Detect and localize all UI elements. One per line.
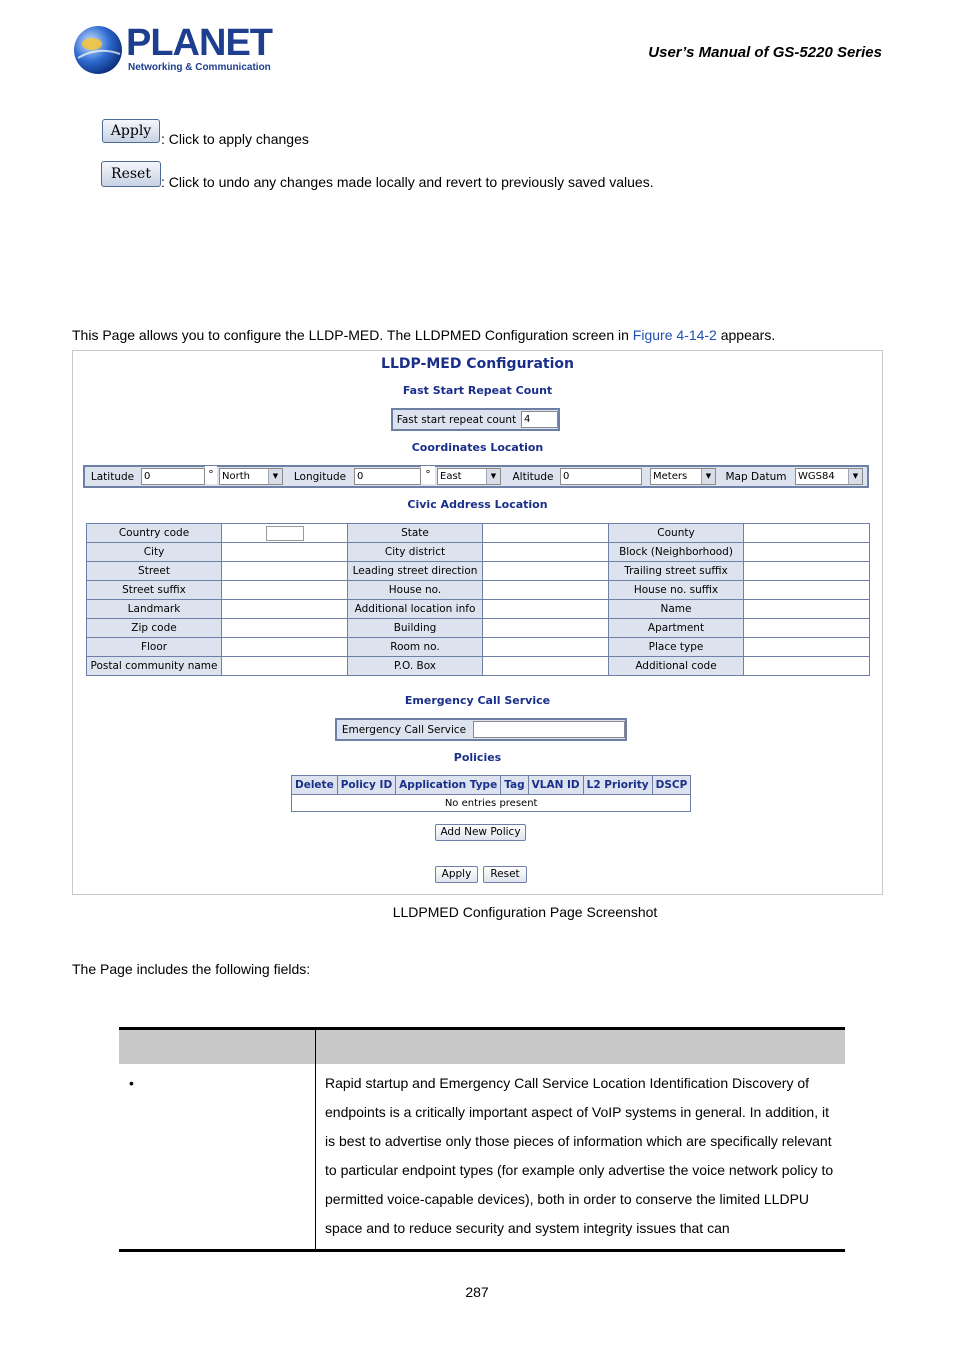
- map-datum-select[interactable]: [795, 468, 863, 485]
- logo-wordmark: PLANET: [126, 22, 272, 64]
- apply-legend: [102, 119, 160, 143]
- fields-intro: The Page includes the following fields:: [72, 961, 311, 977]
- map-datum-value: WGS84: [798, 471, 835, 482]
- intro-text-end: appears.: [716, 327, 776, 343]
- civic-field-label: Landmark: [87, 600, 222, 619]
- intro-paragraph: [72, 327, 775, 343]
- civic-field-input[interactable]: [222, 524, 348, 543]
- civic-field-input[interactable]: [222, 581, 348, 600]
- table-row: [87, 581, 870, 600]
- emergency-input[interactable]: [473, 721, 625, 738]
- civic-field-input[interactable]: [483, 581, 609, 600]
- latitude-direction-value: North: [222, 471, 250, 482]
- chevron-down-icon: ▼: [848, 469, 862, 484]
- policy-column-header: Delete: [292, 776, 338, 795]
- civic-field-label: City district: [348, 543, 483, 562]
- civic-field-input[interactable]: [483, 638, 609, 657]
- civic-field-input[interactable]: [744, 638, 870, 657]
- policy-column-header: DSCP: [652, 776, 691, 795]
- altitude-unit-value: Meters: [653, 471, 688, 482]
- latitude-label: Latitude: [85, 468, 140, 486]
- lldp-med-config-screenshot: [72, 350, 883, 895]
- fields-header-description: [316, 1029, 846, 1065]
- civic-field-label: State: [348, 524, 483, 543]
- chevron-down-icon: ▼: [486, 469, 500, 484]
- globe-icon: [72, 24, 124, 76]
- figure-link[interactable]: Figure 4-14-2: [632, 327, 717, 343]
- coordinates-heading: Coordinates Location: [411, 441, 544, 454]
- reset-legend: [101, 161, 161, 187]
- civic-field-input[interactable]: [483, 562, 609, 581]
- civic-field-input[interactable]: [744, 581, 870, 600]
- civic-field-input[interactable]: [222, 657, 348, 676]
- page-number: 287: [465, 1284, 489, 1300]
- civic-field-input[interactable]: [222, 619, 348, 638]
- degree-symbol: °: [421, 466, 435, 484]
- fields-table: [119, 1027, 845, 1252]
- civic-field-input[interactable]: [744, 619, 870, 638]
- civic-field-input[interactable]: [222, 600, 348, 619]
- figure-caption: LLDPMED Configuration Page Screenshot: [392, 904, 658, 920]
- manual-title: User’s Manual of GS-5220 Series: [648, 44, 882, 61]
- civic-address-table: [86, 523, 870, 676]
- fields-table-header: [119, 1029, 845, 1065]
- civic-field-label: Additional location info: [348, 600, 483, 619]
- table-row: [87, 600, 870, 619]
- apply-description: : Click to apply changes: [161, 131, 309, 147]
- civic-field-label: City: [87, 543, 222, 562]
- fields-header-object: [119, 1029, 316, 1065]
- civic-field-input[interactable]: [222, 562, 348, 581]
- emergency-heading: Emergency Call Service: [404, 694, 551, 707]
- civic-field-label: Additional code: [609, 657, 744, 676]
- civic-field-label: Postal community name: [87, 657, 222, 676]
- latitude-input[interactable]: 0: [141, 468, 205, 485]
- civic-field-input[interactable]: [483, 657, 609, 676]
- policies-table: [291, 775, 691, 812]
- fast-start-box: [391, 408, 560, 431]
- longitude-label: Longitude: [287, 468, 353, 486]
- reset-description: : Click to undo any changes made locally and revert to previously saved values.: [161, 174, 654, 190]
- civic-field-label: P.O. Box: [348, 657, 483, 676]
- civic-field-label: Block (Neighborhood): [609, 543, 744, 562]
- civic-field-label: Building: [348, 619, 483, 638]
- civic-field-input[interactable]: [483, 524, 609, 543]
- civic-field-label: House no. suffix: [609, 581, 744, 600]
- altitude-input[interactable]: 0: [560, 468, 642, 485]
- map-datum-label: Map Datum: [721, 468, 791, 486]
- country-code-input[interactable]: [266, 526, 304, 541]
- apply-button-image: Apply: [102, 119, 160, 143]
- intro-text: This Page allows you to configure the LLDP-MED. The LLDPMED Configuration screen in: [72, 327, 633, 343]
- civic-field-input[interactable]: [744, 562, 870, 581]
- chevron-down-icon: ▼: [701, 469, 715, 484]
- longitude-direction-value: East: [440, 471, 462, 482]
- degree-symbol: °: [205, 466, 217, 484]
- emergency-box: [335, 718, 627, 741]
- emergency-label: Emergency Call Service: [337, 721, 471, 739]
- policies-heading: Policies: [453, 751, 502, 764]
- altitude-label: Altitude: [507, 468, 559, 486]
- civic-field-input[interactable]: [744, 600, 870, 619]
- table-row: [87, 619, 870, 638]
- field-bullet: •: [119, 1064, 316, 1251]
- civic-field-input[interactable]: [483, 600, 609, 619]
- civic-field-input[interactable]: [483, 619, 609, 638]
- coordinates-box: [83, 465, 869, 488]
- policy-column-header: VLAN ID: [528, 776, 583, 795]
- civic-field-label: Street: [87, 562, 222, 581]
- civic-field-label: Floor: [87, 638, 222, 657]
- table-row: [87, 543, 870, 562]
- civic-field-label: Zip code: [87, 619, 222, 638]
- fast-start-input[interactable]: 4: [521, 411, 558, 428]
- fast-start-heading: Fast Start Repeat Count: [402, 384, 553, 397]
- civic-field-input[interactable]: [222, 638, 348, 657]
- planet-logo: [72, 22, 272, 78]
- table-row: [87, 657, 870, 676]
- longitude-direction-select[interactable]: [437, 468, 501, 485]
- config-title: LLDP-MED Configuration: [381, 356, 574, 372]
- longitude-input[interactable]: 0: [354, 468, 421, 485]
- altitude-unit-select[interactable]: [650, 468, 716, 485]
- civic-field-input[interactable]: [483, 543, 609, 562]
- no-entries-text: No entries present: [292, 795, 691, 812]
- logo-tagline: Networking & Communication: [128, 62, 271, 73]
- civic-heading: Civic Address Location: [407, 498, 548, 511]
- civic-field-label: Trailing street suffix: [609, 562, 744, 581]
- latitude-direction-select[interactable]: [219, 468, 283, 485]
- civic-field-label: County: [609, 524, 744, 543]
- table-row: [87, 638, 870, 657]
- policy-column-header: L2 Priority: [583, 776, 652, 795]
- civic-field-input[interactable]: [744, 543, 870, 562]
- table-row: [87, 524, 870, 543]
- reset-button-image: Reset: [101, 161, 161, 187]
- civic-field-label: Street suffix: [87, 581, 222, 600]
- policy-column-header: Tag: [501, 776, 528, 795]
- table-row: [119, 1064, 845, 1251]
- civic-field-label: Apartment: [609, 619, 744, 638]
- field-description: Rapid startup and Emergency Call Service Location Identification Discovery of endpoints is a critically important aspect of VoIP systems in general. In addition, it is best to advertise only those pieces of information which are specifically relevant to particular endpoint types (for example only advertise the voice network policy to permitted voice-capable devices), both in order to conserve the limited LLDPU space and to reduce security and system integrity issues that can: [325, 1075, 834, 1236]
- chevron-down-icon: ▼: [268, 469, 282, 484]
- civic-field-label: Place type: [609, 638, 744, 657]
- civic-field-label: Room no.: [348, 638, 483, 657]
- reset-button[interactable]: Reset: [483, 866, 527, 883]
- civic-field-input[interactable]: [744, 524, 870, 543]
- apply-button[interactable]: Apply: [435, 866, 478, 883]
- civic-field-label: Name: [609, 600, 744, 619]
- policy-column-header: Policy ID: [337, 776, 395, 795]
- policy-column-header: Application Type: [396, 776, 501, 795]
- civic-field-label: Country code: [87, 524, 222, 543]
- civic-field-label: Leading street direction: [348, 562, 483, 581]
- table-row: [87, 562, 870, 581]
- civic-field-label: House no.: [348, 581, 483, 600]
- fast-start-label: Fast start repeat count: [393, 411, 520, 429]
- add-new-policy-button[interactable]: Add New Policy: [435, 824, 526, 841]
- civic-field-input[interactable]: [744, 657, 870, 676]
- civic-field-input[interactable]: [222, 543, 348, 562]
